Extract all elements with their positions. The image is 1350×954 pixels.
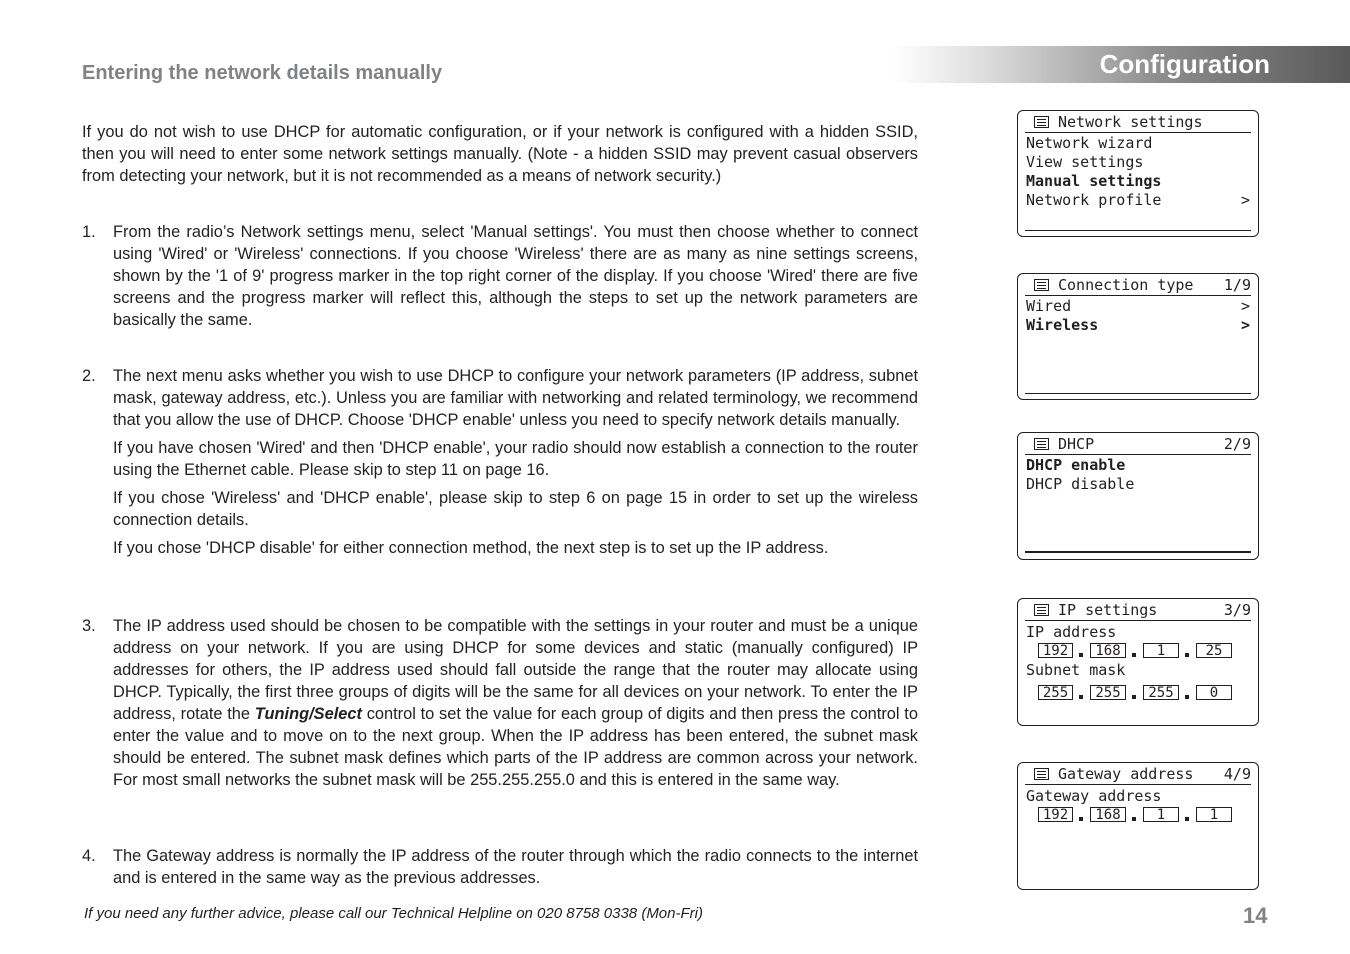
arrow-right-icon: > xyxy=(1240,316,1250,334)
gateway-octet: 192 xyxy=(1038,807,1073,822)
lcd-title: Gateway address xyxy=(1058,765,1194,783)
step-paragraph: If you have chosen 'Wired' and then 'DHCP enable', your radio should now establish a connection to the router using the Ethernet cable. Please skip to step 11 on page 16. xyxy=(113,439,918,479)
menu-item-network-profile: Network profile > xyxy=(1026,191,1250,209)
separator-dot xyxy=(1079,817,1083,821)
lcd-header xyxy=(1025,276,1251,296)
helpline-footer: If you need any further advice, please call our Technical Helpline on 020 8758 0338 (Mon-Fri) xyxy=(84,905,703,922)
header-banner xyxy=(893,46,1350,83)
lcd-title: IP settings xyxy=(1058,601,1158,619)
step-3 xyxy=(82,615,918,797)
step-4 xyxy=(82,845,918,895)
step-number: 1. xyxy=(82,223,96,241)
step-1 xyxy=(82,221,918,337)
lcd-network-settings xyxy=(1017,110,1259,237)
mask-octet: 255 xyxy=(1038,685,1073,700)
separator-dot xyxy=(1132,695,1136,699)
step-number: 2. xyxy=(82,367,96,385)
lcd-footer-line xyxy=(1025,551,1251,553)
step-2 xyxy=(82,365,918,565)
lcd-footer-line xyxy=(1025,230,1251,231)
step-paragraph: The Gateway address is normally the IP address of the router through which the radio connects to the internet and is entered in the same way as the previous addresses. xyxy=(113,847,918,887)
menu-icon xyxy=(1034,116,1049,128)
separator-dot xyxy=(1132,817,1136,821)
separator-dot xyxy=(1132,653,1136,657)
mask-octet: 0 xyxy=(1196,685,1232,700)
progress-marker: 3/9 xyxy=(1223,601,1251,619)
separator-dot xyxy=(1079,653,1083,657)
ip-address-label: IP address xyxy=(1026,623,1117,641)
menu-item-dhcp-enable: DHCP enable xyxy=(1026,456,1126,474)
intro-paragraph: If you do not wish to use DHCP for automatic configuration, or if your network is configured with a hidden SSID, then you will need to enter some network settings manually. (Note - a hidden SSID may prevent casual observers from detecting your network, but it is not recommended as a means of network security.) xyxy=(82,123,918,185)
menu-item-wired: Wired > xyxy=(1026,297,1250,315)
progress-marker: 1/9 xyxy=(1223,276,1251,294)
menu-item-view-settings: View settings xyxy=(1026,153,1144,171)
lcd-gateway-address xyxy=(1017,762,1259,890)
lcd-header xyxy=(1025,435,1251,455)
step-paragraph: From the radio’s Network settings menu, select 'Manual settings'. You must then choose whether to connect using 'Wired' or 'Wireless' connections. If you choose 'Wireless' there are as many as nine settings screens, shown by the '1 of 9' progress marker in the top right corner of the display. If you choose 'Wired' there are five screens and the progress marker will reflect this, although the steps to set up the network parameters are basically the same. xyxy=(113,223,918,329)
step-number: 3. xyxy=(82,617,96,635)
page-number: 14 xyxy=(1243,903,1268,928)
menu-icon xyxy=(1034,604,1049,616)
gateway-octet: 1 xyxy=(1196,807,1232,822)
ip-octet: 192 xyxy=(1038,643,1073,658)
lcd-title: Network settings xyxy=(1058,113,1203,131)
gateway-label: Gateway address xyxy=(1026,787,1162,805)
step-number: 4. xyxy=(82,847,96,865)
lcd-header xyxy=(1025,765,1251,785)
lcd-title: DHCP xyxy=(1058,435,1095,453)
menu-item-dhcp-disable: DHCP disable xyxy=(1026,475,1135,493)
menu-icon xyxy=(1034,438,1049,450)
mask-octet: 255 xyxy=(1143,685,1179,700)
menu-icon xyxy=(1034,768,1049,780)
arrow-right-icon: > xyxy=(1240,297,1250,315)
subnet-mask-label: Subnet mask xyxy=(1026,661,1126,679)
lcd-title: Connection type xyxy=(1058,276,1194,294)
lcd-dhcp xyxy=(1017,432,1259,560)
step-text: The IP address used should be chosen to be compatible with the settings in your router and must be a unique address on your network. If you are using DHCP for some devices and static (manually configured) IP addresses for others, the IP address used should fall outside the range that the router may allocate using DHCP. Typically, the first three groups of digits will be the same for all devices on your network. To enter the IP address, rotate the xyxy=(113,617,918,723)
arrow-right-icon: > xyxy=(1240,191,1250,209)
progress-marker: 4/9 xyxy=(1223,765,1251,783)
lcd-header xyxy=(1025,113,1251,133)
gateway-octet: 1 xyxy=(1143,807,1179,822)
gateway-octet: 168 xyxy=(1090,807,1126,822)
mask-octet: 255 xyxy=(1090,685,1126,700)
banner-title: Configuration xyxy=(1099,49,1270,79)
separator-dot xyxy=(1079,695,1083,699)
lcd-header xyxy=(1025,601,1251,621)
ip-octet: 168 xyxy=(1090,643,1126,658)
menu-item-manual-settings: Manual settings xyxy=(1026,172,1162,190)
separator-dot xyxy=(1185,695,1189,699)
progress-marker: 2/9 xyxy=(1223,435,1251,453)
step-paragraph: The next menu asks whether you wish to use DHCP to configure your network parameters (IP address, subnet mask, gateway address, etc.). Unless you are familiar with networking and related terminology, we recommend that you allow the use of DHCP. Choose 'DHCP enable' unless you need to specify network details manually. xyxy=(113,367,918,429)
separator-dot xyxy=(1185,653,1189,657)
ip-octet: 25 xyxy=(1196,643,1232,658)
step-paragraph: If you chose 'Wireless' and 'DHCP enable', please skip to step 6 on page 15 in order to set up the wireless connection details. xyxy=(113,489,918,529)
lcd-ip-settings xyxy=(1017,598,1259,726)
ip-octet: 1 xyxy=(1143,643,1179,658)
lcd-footer-line xyxy=(1025,393,1251,394)
control-name: Tuning/Select xyxy=(254,705,362,723)
menu-icon xyxy=(1034,279,1049,291)
section-title: Entering the network details manually xyxy=(82,62,443,84)
lcd-connection-type xyxy=(1017,273,1259,400)
step-text: control to set the value for each group of digits and then press the control to enter the value and to move on to the next group. When the IP address has been entered, the subnet mask should be entered. The subnet mask defines which parts of the IP address are common across your network. For most small networks the subnet mask will be 255.255.255.0 and this is entered in the same way. xyxy=(113,705,918,789)
separator-dot xyxy=(1185,817,1189,821)
step-paragraph: If you chose 'DHCP disable' for either connection method, the next step is to set up the IP address. xyxy=(113,539,829,557)
step-paragraph xyxy=(113,615,918,791)
menu-item-wireless: Wireless > xyxy=(1026,316,1250,334)
menu-item-network-wizard: Network wizard xyxy=(1026,134,1153,152)
